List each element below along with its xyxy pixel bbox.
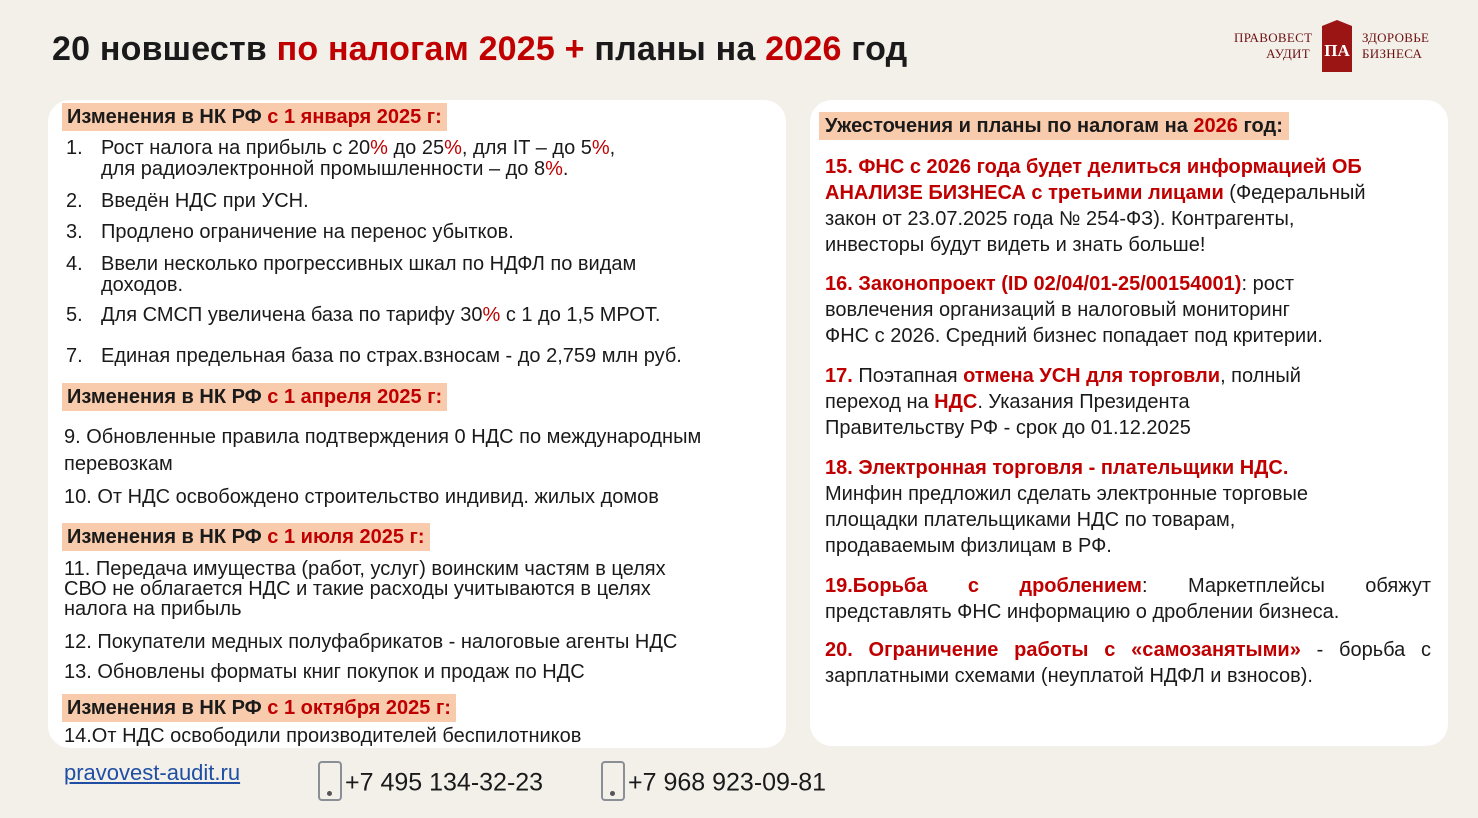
logo-text: ПРАВОВЕСТ	[1234, 30, 1313, 45]
logo-text: АУДИТ	[1266, 46, 1310, 61]
page-title	[52, 30, 907, 69]
section-header-october: Изменения в НК РФ с 1 октября 2025 г:	[62, 694, 456, 722]
list-item-16: 16. Законопроект (ID 02/04/01-25/00154001): рост вовлечения организаций в налоговый мониторинг ФНС с 2026. Средний бизнес попадает под критерии.	[825, 273, 1323, 347]
section-header-2026: Ужесточения и планы по налогам на 2026 год:	[819, 112, 1289, 140]
company-logo	[1228, 18, 1438, 78]
list-item: 11. Передача имущества (работ, услуг) воинским частям в целях СВО не облагается НДС и такие расходы учитываются в целях налога на прибыль	[64, 558, 666, 620]
list-item: 4. Ввели несколько прогрессивных шкал по НДФЛ по видам доходов.	[66, 253, 637, 296]
list-item: 1. Рост налога на прибыль с 20% до 25%, для IT – до 5%, для радиоэлектронной промышленности – до 8%.	[66, 137, 616, 180]
list-item: 3. Продлено ограничение на перенос убытков.	[66, 221, 514, 243]
phone-icon	[601, 761, 625, 801]
list-item: 10. От НДС освобождено строительство индивид. жилых домов	[64, 486, 659, 508]
title-part: 20 новшеств	[52, 30, 277, 68]
list-item-17: 17. Поэтапная отмена УСН для торговли, полный переход на НДС. Указания Президента Правительству РФ - срок до 01.12.2025	[825, 365, 1301, 439]
list-item-19: 19.Борьба с дроблением: Маркетплейсы обяжут представлять ФНС информацию о дроблении бизнеса.	[825, 575, 1431, 623]
section-header-july: Изменения в НК РФ с 1 июля 2025 г:	[62, 523, 430, 551]
list-item: 2. Введён НДС при УСН.	[66, 190, 309, 212]
list-item-15: 15. ФНС с 2026 года будет делиться информацией ОБ АНАЛИЗЕ БИЗНЕСА с третьими лицами (Федеральный закон от 23.07.2025 года № 254-ФЗ). Контрагенты, инвесторы будут видеть и знать больше!	[825, 156, 1366, 256]
svg-text:ПА: ПА	[1324, 41, 1350, 60]
section-header-april: Изменения в НК РФ с 1 апреля 2025 г:	[62, 383, 447, 411]
website-link[interactable]: pravovest-audit.ru	[64, 760, 241, 785]
title-highlight: по налогам 2025 +	[276, 30, 585, 68]
list-item-18: 18. Электронная торговля - плательщики НДС. Минфин предложил сделать электронные торговые площадки плательщиками НДС по товарам, продаваемым физлицам в РФ.	[825, 457, 1308, 557]
logo-text: БИЗНЕСА	[1362, 46, 1423, 61]
phone-number-1[interactable]: +7 495 134-32-23	[318, 764, 543, 804]
title-part: год	[841, 30, 908, 68]
list-item: 7. Единая предельная база по страх.взносам - до 2,759 млн руб.	[66, 345, 682, 367]
list-item: 12. Покупатели медных полуфабрикатов - налоговые агенты НДС	[64, 631, 678, 653]
list-item: 13. Обновлены форматы книг покупок и продаж по НДС	[64, 661, 585, 683]
phone-number-2[interactable]: +7 968 923-09-81	[601, 764, 826, 804]
logo-emblem-icon	[1318, 18, 1356, 74]
title-year: 2026	[765, 30, 842, 68]
section-header-january: Изменения в НК РФ с 1 января 2025 г:	[62, 103, 447, 131]
list-item-20: 20. Ограничение работы с «самозанятыми» - борьба с зарплатными схемами (неуплатой НДФЛ и взносов).	[825, 639, 1432, 687]
logo-text: ЗДОРОВЬЕ	[1362, 30, 1430, 45]
list-item: 5. Для СМСП увеличена база по тарифу 30% с 1 до 1,5 МРОТ.	[66, 304, 661, 326]
phone-icon	[318, 761, 342, 801]
list-item: 14.От НДС освободили производителей беспилотников	[64, 725, 582, 747]
title-part: планы на	[584, 30, 766, 68]
list-item: 9. Обновленные правила подтверждения 0 НДС по международным перевозкам	[64, 426, 702, 475]
